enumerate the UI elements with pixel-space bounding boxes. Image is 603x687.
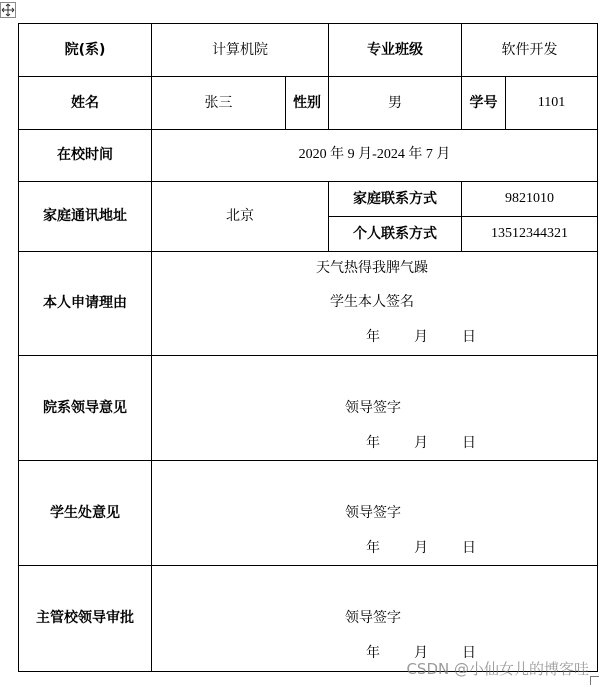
student-affairs-opinion-label: 学生处意见 <box>19 461 152 566</box>
month-label: 月 <box>414 435 428 451</box>
year-label: 年 <box>366 329 380 345</box>
row-reason <box>19 252 598 356</box>
row-dept-leader <box>19 356 598 461</box>
department-label: 院(系) <box>19 24 152 77</box>
gender-label: 性别 <box>286 77 329 130</box>
day-label: 日 <box>462 329 476 345</box>
affairs-date-line <box>152 540 597 557</box>
row-department <box>19 24 598 77</box>
school-leader-approval-label: 主管校领导审批 <box>19 566 152 672</box>
address-label: 家庭通讯地址 <box>19 182 152 252</box>
major-class-label: 专业班级 <box>329 24 462 77</box>
student-id-value[interactable]: 1101 <box>506 77 598 130</box>
dept-leader-opinion-cell[interactable] <box>152 356 598 461</box>
month-label: 月 <box>414 540 428 556</box>
major-class-value[interactable]: 软件开发 <box>462 24 598 77</box>
name-label: 姓名 <box>19 77 152 130</box>
row-school-time <box>19 130 598 182</box>
address-value[interactable]: 北京 <box>152 182 329 252</box>
reason-date-line <box>152 329 597 346</box>
csdn-watermark: CSDN @小仙女儿的博客哇 <box>406 660 589 678</box>
application-form-table <box>18 23 598 672</box>
student-affairs-opinion-cell[interactable] <box>152 461 598 566</box>
personal-contact-value[interactable]: 13512344321 <box>462 217 598 252</box>
table-move-handle-icon[interactable] <box>0 2 16 18</box>
row-name <box>19 77 598 130</box>
leader-signature-label: 领导签字 <box>345 610 401 626</box>
dept-date-line <box>152 435 597 452</box>
school-time-value[interactable]: 2020 年 9 月-2024 年 7 月 <box>152 130 598 182</box>
home-contact-value[interactable]: 9821010 <box>462 182 598 217</box>
reason-label: 本人申请理由 <box>19 252 152 356</box>
leader-signature-label: 领导签字 <box>345 400 401 416</box>
year-label: 年 <box>366 435 380 451</box>
student-id-label: 学号 <box>462 77 506 130</box>
month-label: 月 <box>414 329 428 345</box>
year-label: 年 <box>366 540 380 556</box>
reason-text: 天气热得我脾气躁 <box>316 260 428 276</box>
day-label: 日 <box>462 435 476 451</box>
page-corner-mark <box>590 676 599 685</box>
row-school-leader <box>19 566 598 672</box>
name-value[interactable]: 张三 <box>152 77 286 130</box>
row-address <box>19 182 598 217</box>
reason-cell[interactable] <box>152 252 598 356</box>
gender-value[interactable]: 男 <box>329 77 462 130</box>
row-student-affairs <box>19 461 598 566</box>
year-label: 年 <box>366 645 380 661</box>
school-time-label: 在校时间 <box>19 130 152 182</box>
month-label: 月 <box>414 645 428 661</box>
day-label: 日 <box>462 540 476 556</box>
day-label: 日 <box>462 645 476 661</box>
student-signature-label: 学生本人签名 <box>330 294 414 310</box>
personal-contact-label: 个人联系方式 <box>329 217 462 252</box>
department-value[interactable]: 计算机院 <box>152 24 329 77</box>
leader-signature-label: 领导签字 <box>345 505 401 521</box>
school-leader-approval-cell[interactable] <box>152 566 598 672</box>
dept-leader-opinion-label: 院系领导意见 <box>19 356 152 461</box>
home-contact-label: 家庭联系方式 <box>329 182 462 217</box>
